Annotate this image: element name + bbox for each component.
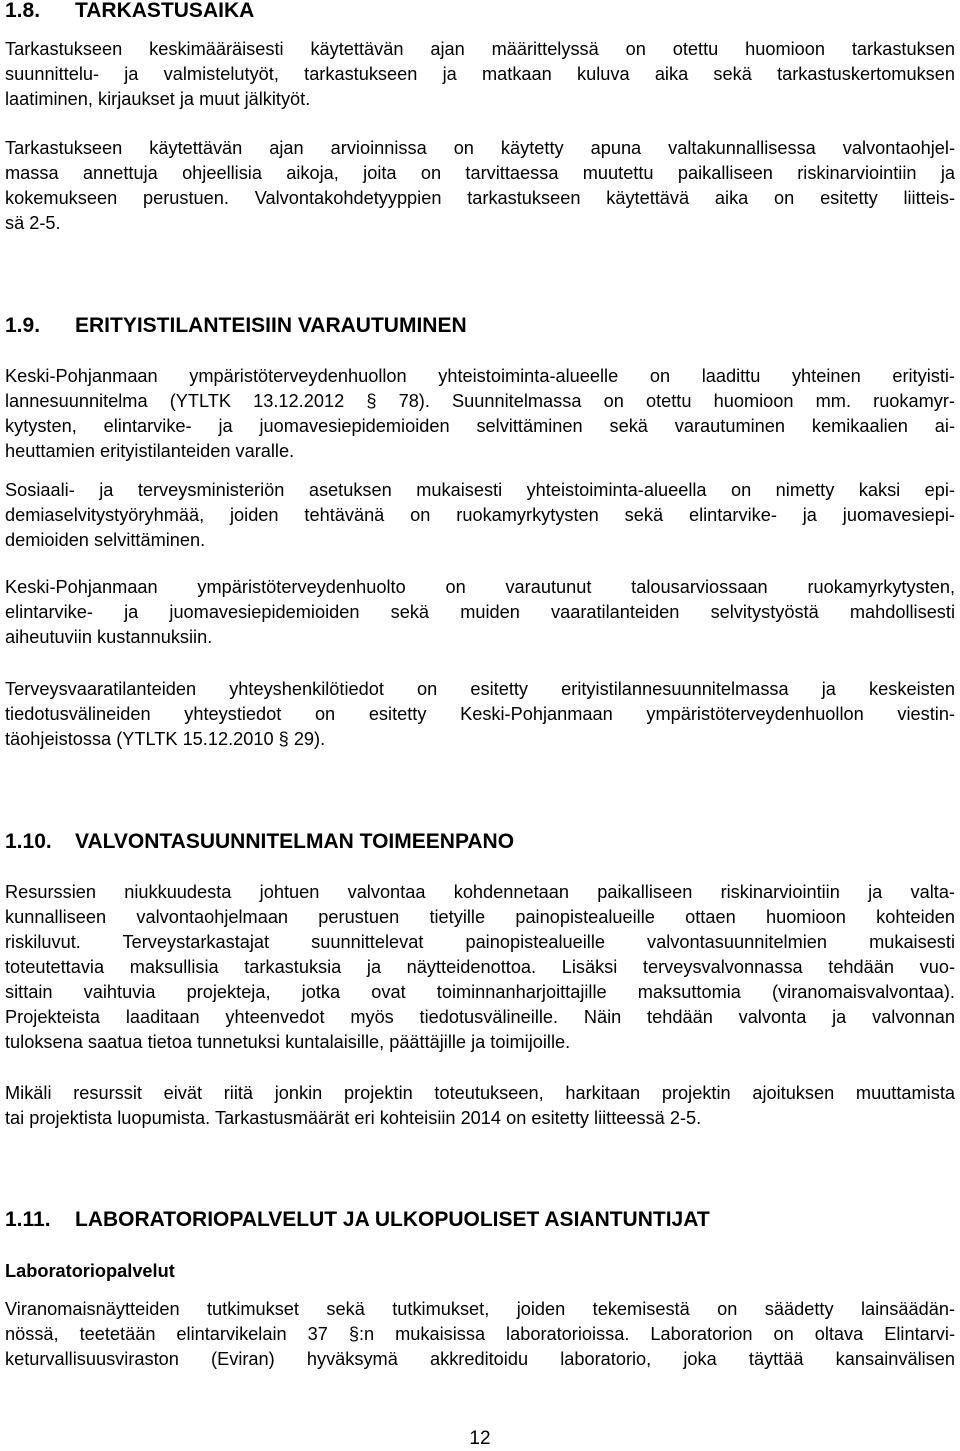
text-line: nössä, teetetään elintarvikelain 37 §:n mukaisissa laboratorioissa. Laboratorion on oltava Elintarvi- bbox=[5, 1324, 955, 1344]
section-title: LABORATORIOPALVELUT JA ULKOPUOLISET ASIANTUNTIJAT bbox=[75, 1208, 710, 1231]
section-title: VALVONTASUUNNITELMAN TOIMEENPANO bbox=[75, 830, 515, 853]
text-line: heuttamien erityistilanteiden varalle. bbox=[5, 441, 295, 461]
paragraph bbox=[5, 880, 955, 1055]
paragraph bbox=[5, 677, 955, 752]
section-number: 1.9. bbox=[5, 314, 41, 337]
text-line: tai projektista luopumista. Tarkastusmäärät eri kohteisiin 2014 on esitetty liitteessä 2-5. bbox=[5, 1108, 702, 1128]
text-line: Tarkastukseen keskimääräisesti käytettävän ajan määrittelyssä on otettu huomioon tarkastuksen bbox=[5, 39, 955, 59]
section-title: TARKASTUSAIKA bbox=[75, 0, 255, 22]
text-line: sittain vaihtuvia projekteja, jotka ovat toiminnanharjoittajille maksuttomia (viranomaisvalvontaa). bbox=[5, 982, 955, 1002]
text-line: Sosiaali- ja terveysministeriön asetuksen mukaisesti yhteistoiminta-alueella on nimetty kaksi epi- bbox=[5, 480, 955, 500]
paragraph bbox=[5, 1081, 955, 1131]
text-line: täohjeistossa (YTLTK 15.12.2010 § 29). bbox=[5, 729, 326, 749]
text-line: tiedotusvälineiden yhteystiedot on esitetty Keski-Pohjanmaan ympäristöterveydenhuollon viestin- bbox=[5, 704, 955, 724]
text-line: aiheutuviin kustannuksiin. bbox=[5, 627, 213, 647]
text-line: kytysten, elintarvike- ja juomavesiepidemioiden selvittäminen sekä varautuminen kemikaalien ai- bbox=[5, 416, 955, 436]
text-line: Keski-Pohjanmaan ympäristöterveydenhuollon yhteistoiminta-alueelle on laadittu yhteinen erityisti- bbox=[5, 366, 955, 386]
paragraph bbox=[5, 136, 955, 236]
text-line: massa annettuja ohjeellisia aikoja, joita on tarvittaessa muutettu paikalliseen riskinarviointiin ja bbox=[5, 163, 955, 183]
paragraph bbox=[5, 364, 955, 464]
text-line: toteutettavia maksullisia tarkastuksia ja näytteidenottoa. Lisäksi terveysvalvonnassa tehdään vuo- bbox=[5, 957, 955, 977]
text-line: Terveysvaaratilanteiden yhteyshenkilötiedot on esitetty erityistilannesuunnitelmassa ja keskeisten bbox=[5, 679, 955, 699]
text-line: Viranomaisnäytteiden tutkimukset sekä tutkimukset, joiden tekemisestä on säädetty lainsäädän- bbox=[5, 1299, 955, 1319]
text-line: Keski-Pohjanmaan ympäristöterveydenhuolto on varautunut talousarviossaan ruokamyrkytysten, bbox=[5, 577, 955, 597]
paragraph bbox=[5, 1297, 955, 1372]
text-line: demioiden selvittäminen. bbox=[5, 530, 206, 550]
text-line: elintarvike- ja juomavesiepidemioiden sekä muiden vaaratilanteiden selvitystyöstä mahdollisesti bbox=[5, 602, 955, 622]
page-number: 12 bbox=[469, 1428, 491, 1449]
text-line: riskiluvut. Terveystarkastajat suunnittelevat painopistealueille valvontasuunnitelmien mukaisesti bbox=[5, 932, 955, 952]
text-line: Projekteista laaditaan yhteenvedot myös tiedotusvälineille. Näin tehdään valvonta ja valvonnan bbox=[5, 1007, 955, 1027]
section-heading-1-9 bbox=[5, 313, 467, 339]
text-line: sä 2-5. bbox=[5, 213, 61, 233]
text-line: Tarkastukseen käytettävän ajan arvioinnissa on käytetty apuna valtakunnallisessa valvontaohjel- bbox=[5, 138, 955, 158]
section-heading-1-10 bbox=[5, 829, 514, 855]
text-line: demiaselvitystyöryhmää, joiden tehtävänä on ruokamyrkytysten sekä elintarvike- ja juomavesiepi- bbox=[5, 505, 955, 525]
text-line: suunnittelu- ja valmistelutyöt, tarkastukseen ja matkaan kuluva aika sekä tarkastuskertomuksen bbox=[5, 64, 955, 84]
section-number: 1.10. bbox=[5, 830, 52, 853]
text-line: keturvallisuusviraston (Eviran) hyväksymä akkreditoidu laboratorio, joka täyttää kansainvälisen bbox=[5, 1349, 955, 1369]
section-number: 1.8. bbox=[5, 0, 41, 22]
text-line: Mikäli resurssit eivät riitä jonkin projektin toteutukseen, harkitaan projektin ajoituksen muuttamista bbox=[5, 1083, 955, 1103]
section-number: 1.11. bbox=[5, 1208, 51, 1231]
text-line: lannesuunnitelma (YTLTK 13.12.2012 § 78). Suunnitelmassa on otettu huomioon mm. ruokamyr- bbox=[5, 391, 955, 411]
text-line: Resurssien niukkuudesta johtuen valvontaa kohdennetaan paikalliseen riskinarviointiin ja valta- bbox=[5, 882, 955, 902]
text-line: kunnalliseen valvontaohjelmaan perustuen tietyille painopistealueille ottaen huomioon kohteiden bbox=[5, 907, 955, 927]
paragraph bbox=[5, 37, 955, 112]
text-line: laatiminen, kirjaukset ja muut jälkityöt. bbox=[5, 89, 311, 109]
section-heading-1-11 bbox=[5, 1207, 710, 1233]
subheading: Laboratoriopalvelut bbox=[5, 1261, 175, 1281]
text-line: tuloksena saatua tietoa tunnetuksi kuntalaisille, päättäjille ja toimijoille. bbox=[5, 1032, 571, 1052]
section-heading-1-8 bbox=[5, 0, 254, 24]
text-line: kokemukseen perustuen. Valvontakohdetyyppien tarkastukseen käytettävä aika on esitetty liitteis- bbox=[5, 188, 955, 208]
paragraph bbox=[5, 478, 955, 553]
section-title: ERITYISTILANTEISIIN VARAUTUMINEN bbox=[75, 314, 467, 337]
paragraph bbox=[5, 575, 955, 650]
